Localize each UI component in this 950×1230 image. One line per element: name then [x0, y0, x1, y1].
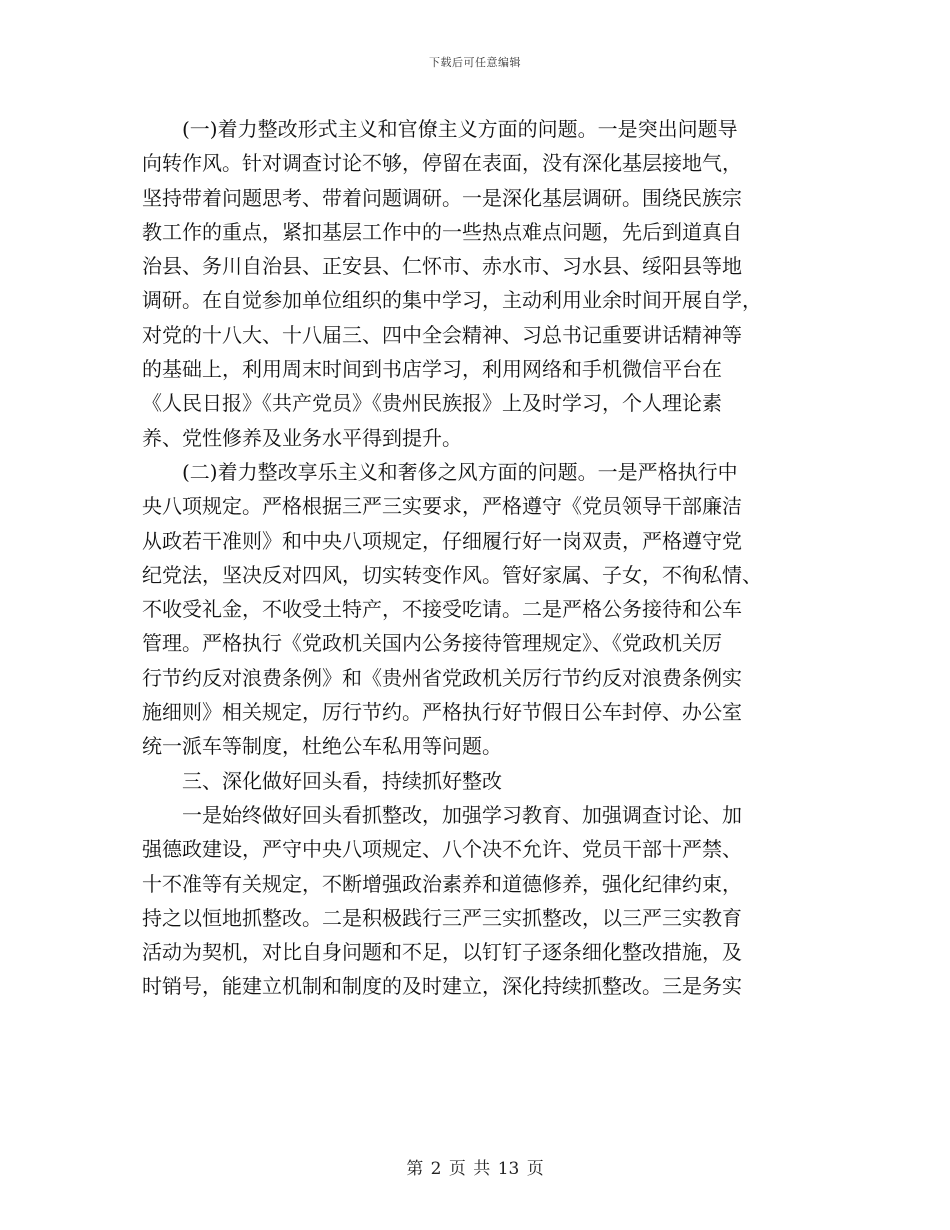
- text-line: 向转作风。针对调查讨论不够，停留在表面，没有深化基层接地气，: [142, 151, 742, 176]
- text-line: 活动为契机，对比自身问题和不足，以钉钉子逐条细化整改措施，及: [142, 940, 742, 965]
- text-line: 统一派车等制度，杜绝公车私用等问题。: [142, 734, 502, 759]
- text-line: 不收受礼金，不收受土特产，不接受吃请。二是严格公务接待和公车: [142, 597, 742, 622]
- text-line: 对党的十八大、十八届三、四中全会精神、习总书记重要讲话精神等: [142, 322, 742, 347]
- text-line: (二)着力整改享乐主义和奢侈之风方面的问题。一是严格执行中: [142, 459, 738, 484]
- text-line: 施细则》相关规定，厉行节约。严格执行好节假日公车封停、办公室: [142, 700, 742, 725]
- header-note: 下载后可任意编辑: [429, 56, 521, 69]
- text-line: (一)着力整改形式主义和官僚主义方面的问题。一是突出问题导: [142, 117, 738, 141]
- text-line: 《人民日报》《共产党员》《贵州民族报》上及时学习，个人理论素: [142, 391, 722, 416]
- text-line: 强德政建设，严守中央八项规定、八个决不允许、党员干部十严禁、: [142, 837, 742, 862]
- body-text: [142, 112, 806, 1004]
- text-line: 治县、务川自治县、正安县、仁怀市、赤水市、习水县、绥阳县等地: [142, 254, 742, 279]
- text-line: 纪党法，坚决反对四风，切实转变作风。管好家属、子女，不徇私情、: [142, 562, 762, 587]
- text-line: 养、党性修养及业务水平得到提升。: [142, 425, 462, 450]
- text-line: 的基础上，利用周末时间到书店学习，利用网络和手机微信平台在: [142, 357, 722, 382]
- text-line: 十不准等有关规定，不断增强政治素养和道德修养，强化纪律约束，: [142, 871, 742, 896]
- text-line: 央八项规定。严格根据三严三实要求，严格遵守《党员领导干部廉洁: [142, 494, 742, 519]
- text-line: 持之以恒地抓整改。二是积极践行三严三实抓整改，以三严三实教育: [142, 905, 742, 930]
- text-line: 坚持带着问题思考、带着问题调研。一是深化基层调研。围绕民族宗: [142, 185, 742, 210]
- text-line: 教工作的重点，紧扣基层工作中的一些热点难点问题，先后到道真自: [142, 219, 742, 244]
- text-line: 调研。在自觉参加单位组织的集中学习，主动利用业余时间开展自学，: [142, 288, 762, 313]
- text-line: 从政若干准则》和中央八项规定，仔细履行好一岗双责，严格遵守党: [142, 528, 742, 553]
- text-line: 管理。严格执行《党政机关国内公务接待管理规定》、《党政机关厉: [142, 631, 722, 656]
- page-number: 第 2 页 共 13 页: [406, 1159, 544, 1179]
- text-line: 行节约反对浪费条例》和《贵州省党政机关厉行节约反对浪费条例实: [142, 665, 742, 690]
- text-line: 一是始终做好回头看抓整改，加强学习教育、加强调查讨论、加: [142, 802, 742, 827]
- text-line: 时销号，能建立机制和制度的及时建立，深化持续抓整改。三是务实: [142, 974, 742, 999]
- section-heading: 三、深化做好回头看，持续抓好整改: [142, 768, 502, 793]
